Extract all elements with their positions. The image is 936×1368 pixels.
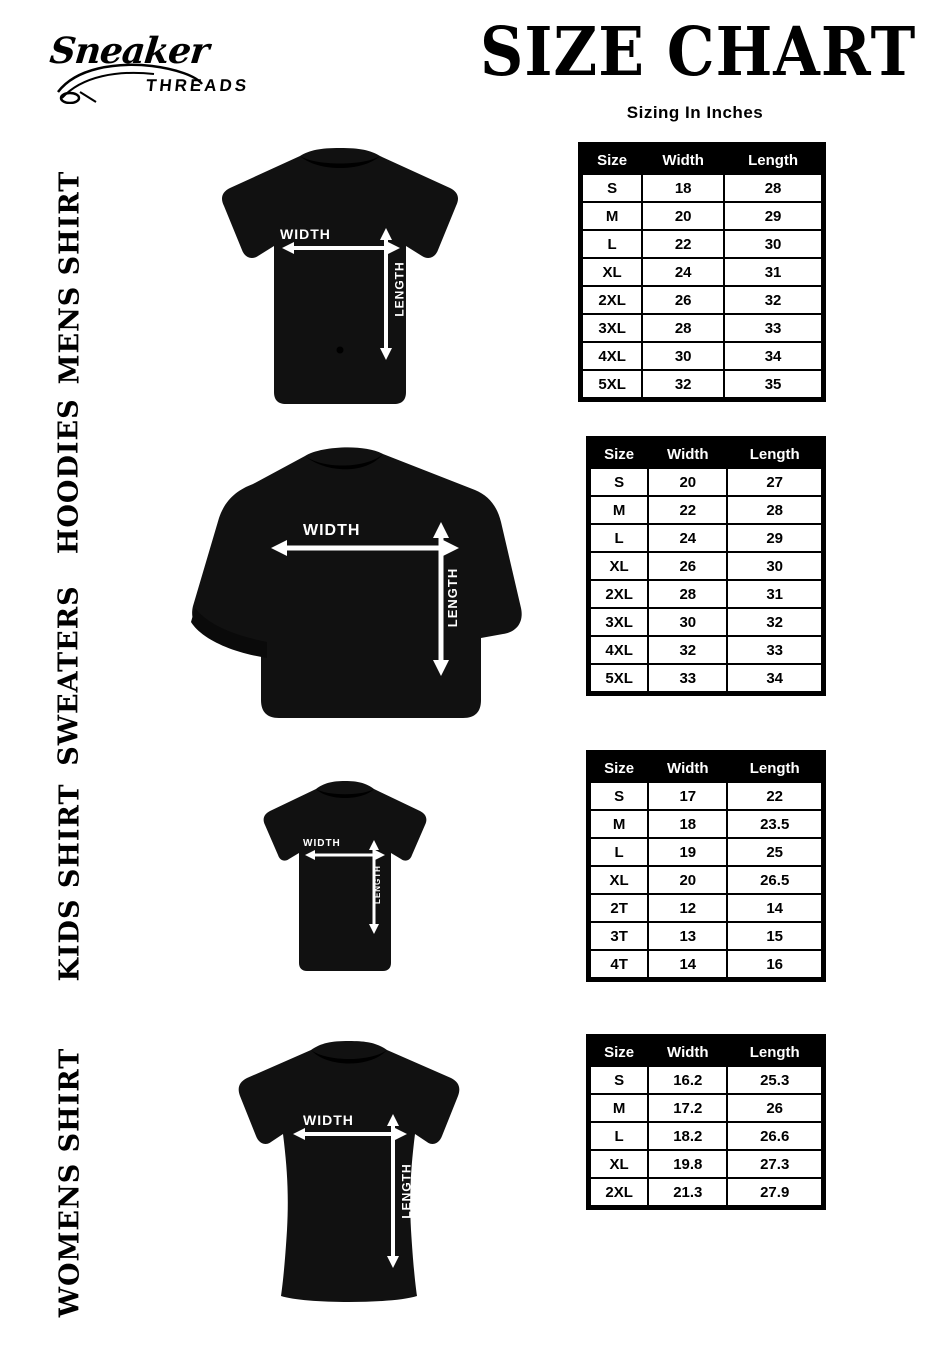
table-row: S 17 22 [590, 782, 822, 810]
col-header-width: Width [648, 1038, 727, 1066]
col-header-size: Size [582, 146, 642, 174]
table-row: S 18 28 [582, 174, 822, 202]
table-row: 4XL 30 34 [582, 342, 822, 370]
table-row: L 19 25 [590, 838, 822, 866]
table-row: M 22 28 [590, 496, 822, 524]
col-header-length: Length [724, 146, 822, 174]
table-header-row [582, 146, 822, 174]
col-header-size: Size [590, 1038, 648, 1066]
length-label: LENGTH [392, 261, 407, 317]
title-block [480, 13, 917, 123]
col-header-length: Length [727, 754, 822, 782]
table-row: 5XL 33 34 [590, 664, 822, 692]
size-table-sweaters-hoodies [586, 436, 826, 696]
col-header-size: Size [590, 754, 648, 782]
section-mens-shirt [0, 132, 936, 422]
womens-tshirt-illustration [215, 1034, 485, 1314]
width-label: WIDTH [303, 838, 341, 849]
page-subtitle: Sizing In Inches [626, 103, 764, 122]
table-row: 2T 12 14 [590, 894, 822, 922]
col-header-length: Length [727, 440, 822, 468]
size-table-mens-shirt [578, 142, 826, 402]
logo-script-text: Sneaker [47, 30, 211, 72]
side-label-text: MENS SHIRT [54, 170, 86, 384]
col-header-width: Width [648, 440, 727, 468]
table-row: 5XL 32 35 [582, 370, 822, 398]
size-table-womens-shirt [586, 1034, 826, 1210]
col-header-size: Size [590, 440, 648, 468]
table-header-row [590, 1038, 822, 1066]
col-header-width: Width [648, 754, 727, 782]
page-header [0, 0, 936, 132]
section-label-sweaters-hoodies [0, 398, 140, 766]
sweatshirt-illustration [175, 432, 535, 732]
section-label-kids-shirt [0, 742, 140, 1022]
side-label-text: WOMENS SHIRT [54, 1047, 86, 1317]
table-row: 4XL 32 33 [590, 636, 822, 664]
table-header-row [590, 754, 822, 782]
side-label-text-line1: SWEATERS [53, 585, 85, 766]
section-kids-shirt [0, 742, 936, 1022]
page-title: SIZE CHART [480, 13, 917, 92]
section-sweaters-hoodies [0, 398, 936, 766]
table-row: S 16.2 25.3 [590, 1066, 822, 1094]
side-label-text: KIDS SHIRT [54, 782, 86, 982]
table-row: L 18.2 26.6 [590, 1122, 822, 1150]
col-header-width: Width [642, 146, 724, 174]
table-header-row [590, 440, 822, 468]
table-row: 3XL 28 33 [582, 314, 822, 342]
table-row: M 17.2 26 [590, 1094, 822, 1122]
table-row: XL 20 26.5 [590, 866, 822, 894]
width-label: WIDTH [303, 1112, 354, 1128]
section-label-womens-shirt [0, 1022, 140, 1342]
size-table-kids-shirt [586, 750, 826, 982]
sneaker-threads-logo [47, 28, 270, 108]
table-row: S 20 27 [590, 468, 822, 496]
table-row: 3T 13 15 [590, 922, 822, 950]
length-label: LENGTH [372, 865, 382, 904]
table-row: XL 26 30 [590, 552, 822, 580]
table-row: L 24 29 [590, 524, 822, 552]
kids-tshirt-illustration [250, 777, 440, 977]
table-row: 2XL 21.3 27.9 [590, 1178, 822, 1206]
table-row: 2XL 26 32 [582, 286, 822, 314]
table-row: XL 24 31 [582, 258, 822, 286]
side-label-text-line2: HOODIES [53, 398, 85, 554]
mens-tshirt-illustration [200, 142, 480, 412]
logo-sub-text: THREADS [145, 76, 251, 95]
col-header-length: Length [727, 1038, 822, 1066]
table-row: 2XL 28 31 [590, 580, 822, 608]
width-label: WIDTH [280, 226, 331, 242]
width-label: WIDTH [303, 522, 361, 539]
length-label: LENGTH [399, 1163, 414, 1219]
table-row: L 22 30 [582, 230, 822, 258]
table-row: XL 19.8 27.3 [590, 1150, 822, 1178]
table-row: 3XL 30 32 [590, 608, 822, 636]
table-row: M 20 29 [582, 202, 822, 230]
table-row: 4T 14 16 [590, 950, 822, 978]
length-label: LENGTH [445, 567, 461, 628]
section-label-mens-shirt [0, 132, 140, 422]
table-row: M 18 23.5 [590, 810, 822, 838]
section-womens-shirt [0, 1022, 936, 1342]
